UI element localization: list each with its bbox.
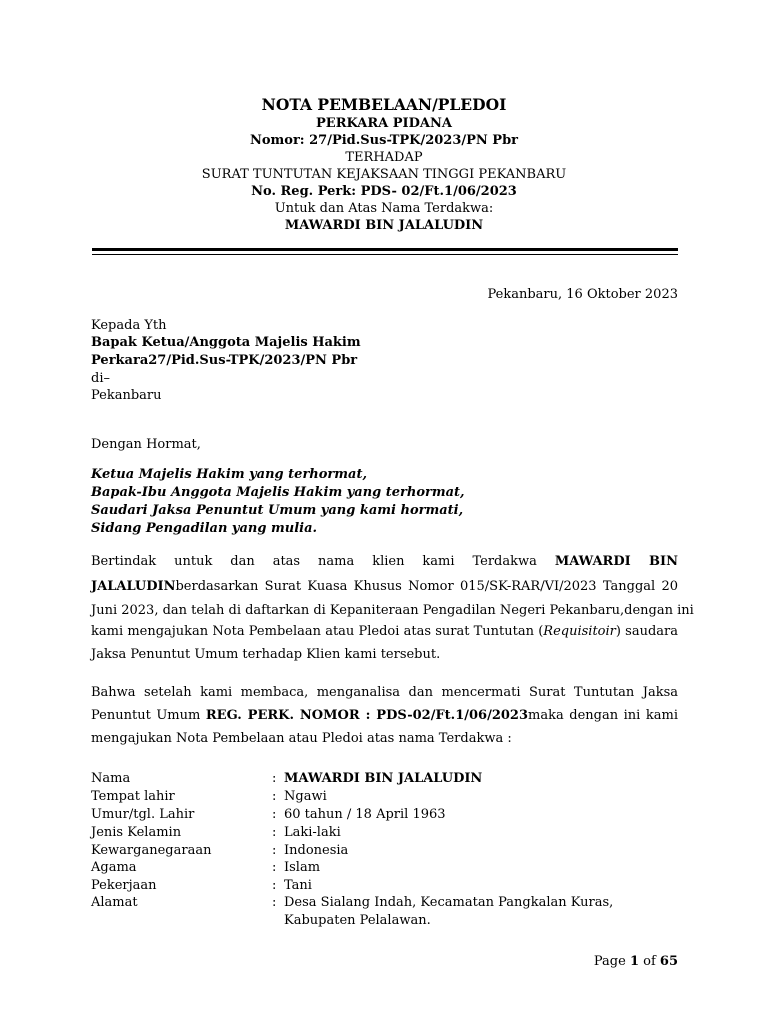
identity-label-gender: Jenis Kelamin <box>91 825 182 840</box>
salutation-4: Sidang Pengadilan yang mulia. <box>91 521 318 536</box>
identity-colon: : <box>272 807 277 822</box>
identity-value-citizenship: Indonesia <box>284 843 349 858</box>
para1-line-3: Juni 2023, dan telah di daftarkan di Kepaniteraan Pengadilan Negeri Pekanbaru,dengan ini <box>91 603 694 618</box>
identity-colon: : <box>272 789 277 804</box>
defendant-name: MAWARDI BIN JALALUDIN <box>284 218 484 233</box>
header-rule-thin <box>92 254 678 255</box>
addressee-line-5: Pekanbaru <box>91 388 162 403</box>
of-word: of <box>639 954 660 969</box>
greeting: Dengan Hormat, <box>91 437 201 452</box>
identity-colon: : <box>272 771 277 786</box>
on-behalf-label: Untuk dan Atas Nama Terdakwa: <box>274 201 494 216</box>
identity-label-birthplace: Tempat lahir <box>91 789 175 804</box>
identity-colon: : <box>272 878 277 893</box>
para2-reg-number: REG. PERK. NOMOR : PDS-02/Ft.1/06/2023 <box>205 708 529 723</box>
prosecution-letter: SURAT TUNTUTAN KEJAKSAAN TINGGI PEKANBARU <box>201 167 567 182</box>
identity-colon: : <box>272 895 277 910</box>
identity-label-occupation: Pekerjaan <box>91 878 157 893</box>
identity-value-age: 60 tahun / 18 April 1963 <box>284 807 446 822</box>
identity-value-occupation: Tani <box>284 878 312 893</box>
para2-text: maka dengan ini kami <box>528 708 678 723</box>
identity-value-name: MAWARDI BIN JALALUDIN <box>284 771 483 786</box>
para2-line-3: mengajukan Nota Pembelaan atau Pledoi atas nama Terdakwa : <box>91 731 512 746</box>
page-number: 1 <box>629 954 639 969</box>
para2-line-2 <box>91 707 678 724</box>
para1-text: Bertindak untuk dan atas nama klien kami Terdakwa <box>91 554 555 569</box>
page-word: Page <box>593 954 630 969</box>
identity-label-religion: Agama <box>91 860 137 875</box>
identity-label-name: Nama <box>91 771 131 786</box>
para1-defendant-name-cont: JALALUDIN <box>91 579 176 594</box>
date-line: Pekanbaru, 16 Oktober 2023 <box>487 287 678 302</box>
case-type: PERKARA PIDANA <box>316 116 452 131</box>
para1-text: berdasarkan Surat Kuasa Khusus Nomor 015/SK-RAR/VI/2023 Tanggal 20 <box>175 579 678 594</box>
para1-line-4 <box>91 623 678 640</box>
para2-line-1: Bahwa setelah kami membaca, menganalisa dan mencermati Surat Tuntutan Jaksa <box>91 685 678 700</box>
para1-line-5: Jaksa Penuntut Umum terhadap Klien kami tersebut. <box>91 647 441 662</box>
para2-text: Penuntut Umum <box>91 708 206 723</box>
para1-text: ) saudara <box>615 624 678 639</box>
addressee-line-1: Kepada Yth <box>91 318 167 333</box>
para1-text: kami mengajukan Nota Pembelaan atau Pledoi atas surat Tuntutan ( <box>91 624 544 639</box>
header-rule-thick <box>92 248 678 251</box>
identity-value-gender: Laki-laki <box>284 825 341 840</box>
identity-colon: : <box>272 825 277 840</box>
identity-value-address-cont: Kabupaten Pelalawan. <box>284 913 431 928</box>
para1-line-1 <box>91 553 678 570</box>
page-footer <box>594 954 678 969</box>
para1-requisitoir: Requisitoir <box>543 624 616 639</box>
identity-label-age: Umur/tgl. Lahir <box>91 807 195 822</box>
identity-label-address: Alamat <box>91 895 138 910</box>
page-total: 65 <box>659 954 678 969</box>
addressee-line-2: Bapak Ketua/Anggota Majelis Hakim <box>91 335 361 350</box>
addressee-line-3: Perkara27/Pid.Sus-TPK/2023/PN Pbr <box>91 353 358 368</box>
salutation-2: Bapak-Ibu Anggota Majelis Hakim yang terhormat, <box>91 485 465 500</box>
identity-colon: : <box>272 843 277 858</box>
against-label: TERHADAP <box>345 150 423 165</box>
para1-defendant-name: MAWARDI BIN <box>554 554 678 569</box>
registration-number: No. Reg. Perk: PDS- 02/Ft.1/06/2023 <box>251 184 517 199</box>
salutation-3: Saudari Jaksa Penuntut Umum yang kami hormati, <box>91 503 464 518</box>
addressee-line-4: di– <box>91 371 110 386</box>
para1-line-2 <box>91 578 678 595</box>
identity-value-birthplace: Ngawi <box>284 789 327 804</box>
identity-value-address: Desa Sialang Indah, Kecamatan Pangkalan Kuras, <box>284 895 614 910</box>
identity-value-religion: Islam <box>284 860 321 875</box>
document-title: NOTA PEMBELAAN/PLEDOI <box>261 95 507 114</box>
identity-label-citizenship: Kewarganegaraan <box>91 843 212 858</box>
case-number: Nomor: 27/Pid.Sus-TPK/2023/PN Pbr <box>249 133 519 148</box>
salutation-1: Ketua Majelis Hakim yang terhormat, <box>91 467 367 482</box>
identity-colon: : <box>272 860 277 875</box>
